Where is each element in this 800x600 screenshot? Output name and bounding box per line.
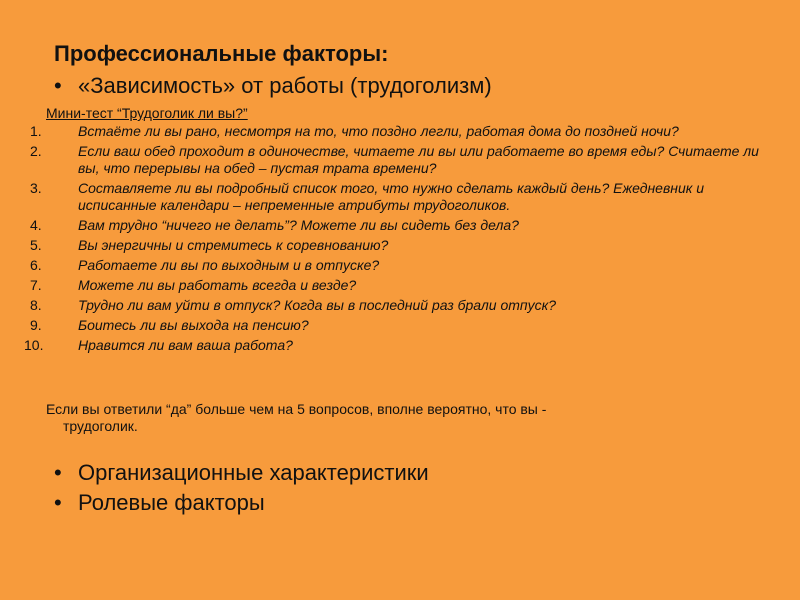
bullet-text: Организационные характеристики [78,460,429,485]
bullet-icon: • [54,460,62,485]
question-number: 8. [30,297,42,313]
question-text: Вам трудно “ничего не делать”? Можете ли вы сидеть без дела? [78,217,519,233]
list-item [24,317,764,334]
top-bullet [54,72,492,100]
question-text: Можете ли вы работать всегда и везде? [78,277,357,293]
slide-title: Профессиональные факторы: [54,41,389,66]
bullet-icon: • [54,490,62,515]
list-item [24,297,764,314]
list-item [24,337,764,354]
question-number: 3. [30,180,42,196]
list-item [54,488,429,518]
question-text: Трудно ли вам уйти в отпуск? Когда вы в последний раз брали отпуск? [78,297,557,313]
question-number: 5. [30,237,42,253]
mini-test-title: Мини-тест “Трудоголик ли вы?” [46,105,248,121]
conclusion-line: Если вы ответили “да” больше чем на 5 вопросов, вполне вероятно, что вы - [46,401,547,417]
bottom-bullet-list [54,458,429,518]
list-item [24,143,764,177]
question-text: Если ваш обед проходит в одиночестве, читаете ли вы или работаете во время еды? Считаете ли вы, что перерывы на обед – пустая трата времени? [78,143,759,176]
list-item [24,180,764,214]
question-text: Встаёте ли вы рано, несмотря на то, что поздно легли, работая дома до поздней ночи? [78,123,679,139]
list-item [24,123,764,140]
question-number: 1. [30,123,42,139]
question-text: Вы энергичны и стремитесь к соревнованию? [78,237,389,253]
question-number: 10. [24,337,44,353]
list-item [54,458,429,488]
question-text: Нравится ли вам ваша работа? [78,337,293,353]
question-text: Работаете ли вы по выходным и в отпуске? [78,257,380,273]
list-item [24,277,764,294]
list-item [24,257,764,274]
bullet-text: Ролевые факторы [78,490,265,515]
question-number: 7. [30,277,42,293]
question-number: 2. [30,143,42,159]
question-text: Боитесь ли вы выхода на пенсию? [78,317,309,333]
question-list [24,123,764,357]
question-number: 4. [30,217,42,233]
conclusion-text [46,401,726,435]
question-number: 6. [30,257,42,273]
question-text: Составляете ли вы подробный список того, что нужно сделать каждый день? Ежедневник и исписанные календари – непременные атрибуты трудоголиков. [78,180,705,213]
list-item [24,237,764,254]
conclusion-line: трудоголик. [63,418,138,434]
top-bullet-text: «Зависимость» от работы (трудоголизм) [78,73,492,98]
bullet-icon: • [54,73,62,98]
list-item [24,217,764,234]
question-number: 9. [30,317,42,333]
